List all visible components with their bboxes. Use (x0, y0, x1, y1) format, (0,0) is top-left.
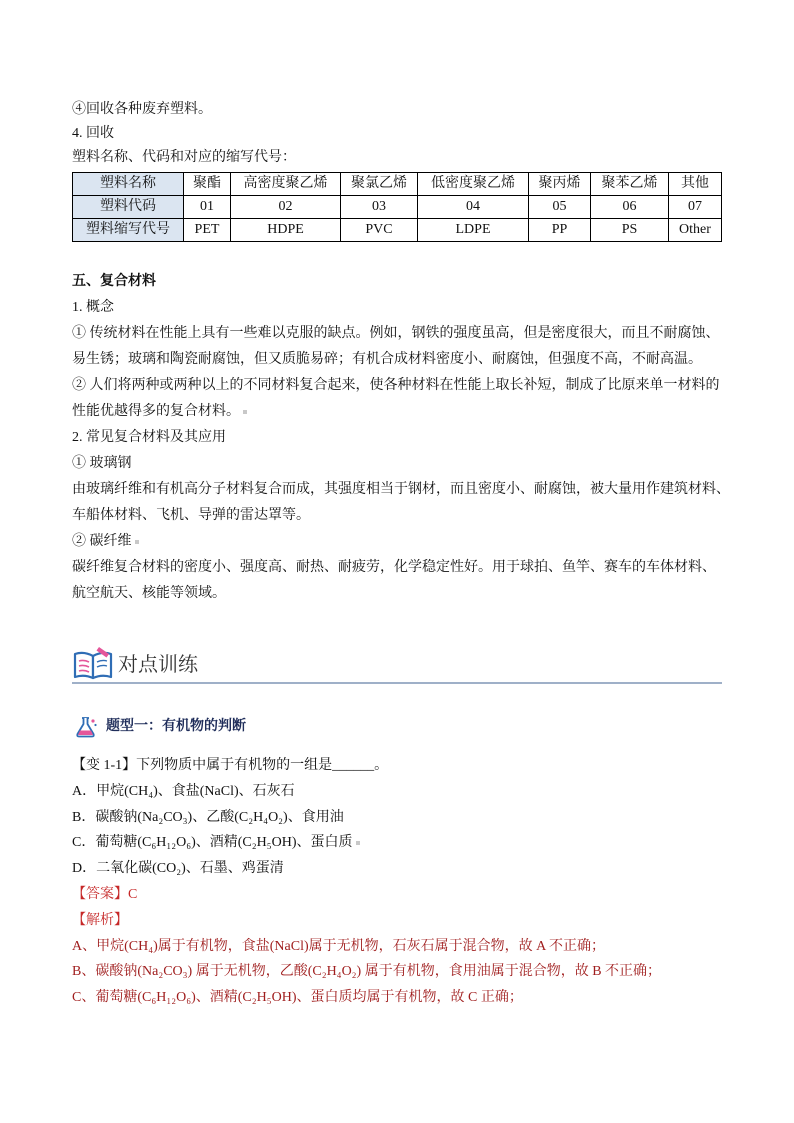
analysis-line: B、碳酸钠(Na₂CO₃) 属于无机物，乙酸(C₂H₄O₂) 属于有机物，食用油属于混合物，故 B 不正确； (72, 964, 662, 980)
paragraph-line-wrap (72, 399, 730, 425)
paragraph-line: ① 传统材料在性能上具有一些难以克服的缺点。例如，钢铁的强度虽高，但是密度很大，而且不耐腐蚀、 (72, 326, 720, 341)
table-cell: 05 (529, 196, 591, 219)
table-cell: 聚氯乙烯 (341, 173, 418, 196)
common-heading: 2. 常见复合材料及其应用 (72, 430, 226, 445)
recycle-heading: 4. 回收 (72, 126, 114, 141)
paragraph-line: 由玻璃纤维和有机高分子材料复合而成，其强度相当于钢材，而且密度小、耐腐蚀，被大量用作建筑材料、 (72, 482, 730, 497)
row-header: 塑料名称 (73, 173, 184, 196)
paragraph-line: ② 人们将两种或两种以上的不同材料复合起来，使各种材料在性能上取长补短，制成了比原来单一材料的 (72, 378, 720, 393)
table-cell: 02 (231, 196, 341, 219)
table-cell: 07 (669, 196, 722, 219)
table-cell: HDPE (231, 219, 341, 242)
table-cell: 01 (184, 196, 231, 219)
book-icon (72, 646, 114, 687)
table-cell: 03 (341, 196, 418, 219)
analysis-line: C、葡萄糖(C₆H₁₂O₆)、酒精(C₂H₅OH)、蛋白质均属于有机物，故 C 正确； (72, 990, 523, 1006)
table-caption: 塑料名称、代码和对应的缩写代号： (72, 150, 296, 165)
frp-heading: ① 玻璃钢 (72, 456, 132, 471)
question-type-title: 题型一：有机物的判断 (106, 719, 246, 734)
option-d: D．二氧化碳(CO₂)、石墨、鸡蛋清 (72, 861, 284, 877)
question-type-header (72, 715, 472, 739)
table-cell: PVC (341, 219, 418, 242)
training-title: 对点训练 (118, 654, 198, 676)
table-row-name (73, 173, 722, 196)
watermark-dot (135, 540, 139, 544)
row-header: 塑料代码 (73, 196, 184, 219)
paragraph-line: 车船体材料、飞机、导弹的雷达罩等。 (72, 508, 310, 523)
option-b: B．碳酸钠(Na₂CO₃)、乙酸(C₂H₄O₂)、食用油 (72, 809, 344, 825)
table-cell: 聚苯乙烯 (591, 173, 669, 196)
option-c: C．葡萄糖(C₆H₁₂O₆)、酒精(C₂H₅OH)、蛋白质 (72, 835, 353, 851)
analysis-label: 【解析】 (72, 912, 128, 928)
concept-heading: 1. 概念 (72, 300, 114, 315)
paragraph-line: 航空航天、核能等领域。 (72, 586, 226, 601)
table-cell: 06 (591, 196, 669, 219)
recycle-item-4: ④回收各种废弃塑料。 (72, 102, 212, 117)
table-row-abbr (73, 219, 722, 242)
paragraph-line: 碳纤维复合材料的密度小、强度高、耐热、耐疲劳，化学稳定性好。用于球拍、鱼竿、赛车的车体材料、 (72, 560, 716, 575)
table-cell: 高密度聚乙烯 (231, 173, 341, 196)
composite-section (72, 269, 730, 607)
table-cell: Other (669, 219, 722, 242)
cf-heading: ② 碳纤维 (72, 534, 132, 549)
table-cell: 聚酯 (184, 173, 231, 196)
question-stem: 【变 1-1】下列物质中属于有机物的一组是______。 (72, 758, 389, 774)
table-row-code (73, 196, 722, 219)
analysis-line: A、甲烷(CH₄)属于有机物，食盐(NaCl)属于无机物，石灰石属于混合物，故 A 不正确； (72, 938, 605, 954)
option-c-wrap (72, 830, 661, 856)
exercise-block (72, 753, 661, 1011)
cf-heading-wrap (72, 529, 730, 555)
training-header (72, 646, 722, 686)
watermark-dot (356, 841, 360, 845)
row-header: 塑料缩写代号 (73, 219, 184, 242)
answer-line: 【答案】C (72, 887, 138, 903)
paragraph-line: 性能优越得多的复合材料。 (72, 404, 240, 419)
table-cell: LDPE (418, 219, 529, 242)
table-cell: 其他 (669, 173, 722, 196)
option-a: A．甲烷(CH₄)、食盐(NaCl)、石灰石 (72, 783, 295, 799)
plastic-code-table (72, 172, 722, 242)
paragraph-line: 易生锈；玻璃和陶瓷耐腐蚀，但又质脆易碎；有机合成材料密度小、耐腐蚀，但强度不高，不耐高温。 (72, 352, 702, 367)
table-cell: 04 (418, 196, 529, 219)
table-cell: PET (184, 219, 231, 242)
section-divider (72, 682, 722, 684)
table-cell: PS (591, 219, 669, 242)
table-cell: 低密度聚乙烯 (418, 173, 529, 196)
recycle-section (72, 98, 296, 170)
table-cell: 聚丙烯 (529, 173, 591, 196)
watermark-dot (243, 410, 247, 414)
flask-icon (74, 716, 98, 743)
table-cell: PP (529, 219, 591, 242)
section-title: 五、复合材料 (72, 274, 156, 289)
